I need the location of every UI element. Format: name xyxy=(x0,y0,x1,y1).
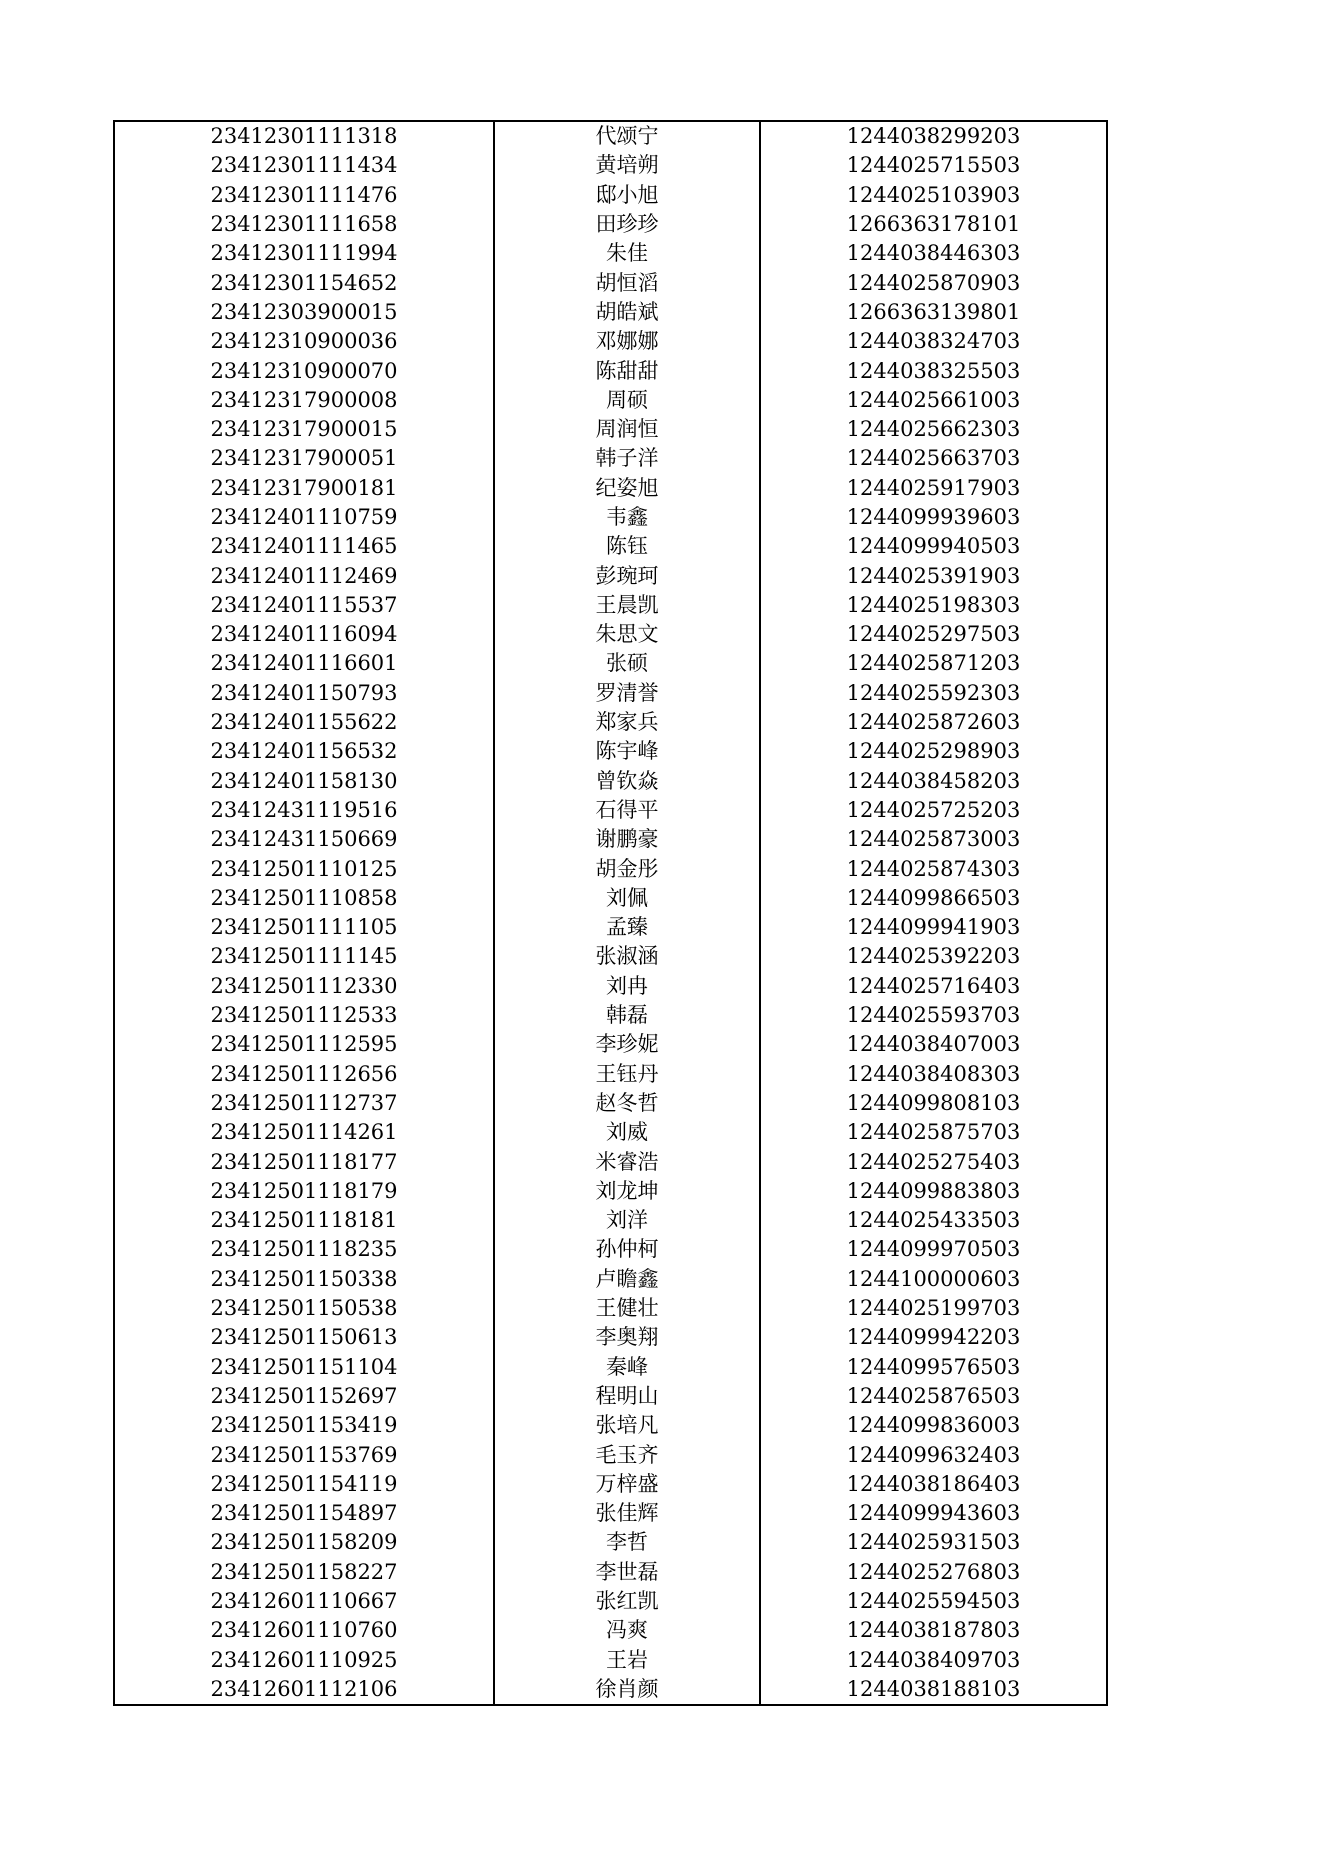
certificate-number-cell: 1244025276803 xyxy=(846,1559,1021,1584)
name-cell: 毛玉齐 xyxy=(494,1440,760,1469)
certificate-number-cell: 1244038299203 xyxy=(846,124,1021,149)
table-row xyxy=(114,1616,1107,1645)
name-cell: 谢鹏豪 xyxy=(494,825,760,854)
exam-number-cell: 23412601110925 xyxy=(114,1645,494,1674)
certificate-number-cell: 1244038186403 xyxy=(846,1471,1021,1496)
table-row xyxy=(114,444,1107,473)
exam-number-cell: 23412501158227 xyxy=(114,1558,494,1587)
table-row xyxy=(114,503,1107,532)
certificate-number-cell: 1244099970503 xyxy=(846,1237,1021,1262)
exam-number-cell: 23412601112106 xyxy=(114,1675,494,1705)
table-row xyxy=(114,1265,1107,1294)
table-row xyxy=(114,1411,1107,1440)
exam-number-cell: 23412301154652 xyxy=(114,268,494,297)
certificate-number-cell: 1244025391903 xyxy=(846,563,1021,588)
table-row xyxy=(114,1294,1107,1323)
certificate-number-cell: 1244099576503 xyxy=(846,1354,1021,1379)
table-row xyxy=(114,942,1107,971)
exam-number-cell: 23412431150669 xyxy=(114,825,494,854)
certificate-number-cell: 1244025297503 xyxy=(846,622,1021,647)
name-cell: 石得平 xyxy=(494,796,760,825)
table-row xyxy=(114,1323,1107,1352)
name-cell: 陈宇峰 xyxy=(494,737,760,766)
exam-number-cell: 23412317900051 xyxy=(114,444,494,473)
certificate-number-cell: 1244025198303 xyxy=(846,592,1021,617)
table-row xyxy=(114,268,1107,297)
table-row xyxy=(114,561,1107,590)
certificate-number-cell: 1244025592303 xyxy=(846,680,1021,705)
table-row xyxy=(114,796,1107,825)
roster-body xyxy=(114,121,1107,1705)
table-row xyxy=(114,239,1107,268)
name-cell: 万梓盛 xyxy=(494,1470,760,1499)
name-cell: 胡恒滔 xyxy=(494,268,760,297)
table-row xyxy=(114,620,1107,649)
certificate-number-cell: 1244038407003 xyxy=(846,1032,1021,1057)
certificate-number-cell: 1244025871203 xyxy=(846,651,1021,676)
certificate-number-cell: 1244099941903 xyxy=(846,915,1021,940)
exam-number-cell: 23412501153419 xyxy=(114,1411,494,1440)
table-row xyxy=(114,1030,1107,1059)
name-cell: 李哲 xyxy=(494,1528,760,1557)
certificate-number-cell: 1244025662303 xyxy=(846,417,1021,442)
name-cell: 田珍珍 xyxy=(494,210,760,239)
exam-number-cell: 23412501118179 xyxy=(114,1177,494,1206)
certificate-number-cell: 1266363139801 xyxy=(846,299,1021,324)
certificate-number-cell: 1244038409703 xyxy=(846,1647,1021,1672)
certificate-number-cell: 1244025875703 xyxy=(846,1120,1021,1145)
name-cell: 张淑涵 xyxy=(494,942,760,971)
table-row xyxy=(114,532,1107,561)
exam-number-cell: 23412501112533 xyxy=(114,1001,494,1030)
exam-number-cell: 23412501153769 xyxy=(114,1440,494,1469)
exam-number-cell: 23412501114261 xyxy=(114,1118,494,1147)
exam-number-cell: 23412501150538 xyxy=(114,1294,494,1323)
table-row xyxy=(114,1499,1107,1528)
table-row xyxy=(114,767,1107,796)
table-row xyxy=(114,913,1107,942)
name-cell: 王晨凯 xyxy=(494,591,760,620)
name-cell: 胡皓斌 xyxy=(494,298,760,327)
exam-number-cell: 23412501112330 xyxy=(114,972,494,1001)
name-cell: 朱思文 xyxy=(494,620,760,649)
name-cell: 赵冬哲 xyxy=(494,1089,760,1118)
exam-number-cell: 23412303900015 xyxy=(114,298,494,327)
name-cell: 朱佳 xyxy=(494,239,760,268)
name-cell: 刘威 xyxy=(494,1118,760,1147)
exam-number-cell: 23412301111994 xyxy=(114,239,494,268)
exam-number-cell: 23412501110858 xyxy=(114,884,494,913)
roster-table xyxy=(113,120,1108,1706)
table-row xyxy=(114,679,1107,708)
exam-number-cell: 23412317900008 xyxy=(114,386,494,415)
certificate-number-cell: 1244038188103 xyxy=(846,1676,1021,1701)
exam-number-cell: 23412401116601 xyxy=(114,649,494,678)
exam-number-cell: 23412317900181 xyxy=(114,474,494,503)
certificate-number-cell: 1244025275403 xyxy=(846,1149,1021,1174)
exam-number-cell: 23412601110667 xyxy=(114,1587,494,1616)
exam-number-cell: 23412401111465 xyxy=(114,532,494,561)
exam-number-cell: 23412401116094 xyxy=(114,620,494,649)
certificate-number-cell: 1244025433503 xyxy=(846,1208,1021,1233)
name-cell: 黄培朔 xyxy=(494,151,760,180)
exam-number-cell: 23412501154119 xyxy=(114,1470,494,1499)
certificate-number-cell: 1244099836003 xyxy=(846,1413,1021,1438)
certificate-number-cell: 1244025298903 xyxy=(846,739,1021,764)
name-cell: 胡金彤 xyxy=(494,854,760,883)
name-cell: 刘洋 xyxy=(494,1206,760,1235)
exam-number-cell: 23412501112656 xyxy=(114,1060,494,1089)
exam-number-cell: 23412401150793 xyxy=(114,679,494,708)
exam-number-cell: 23412501151104 xyxy=(114,1352,494,1381)
certificate-number-cell: 1244038446303 xyxy=(846,241,1021,266)
exam-number-cell: 23412401110759 xyxy=(114,503,494,532)
certificate-number-cell: 1244099883803 xyxy=(846,1178,1021,1203)
table-row xyxy=(114,737,1107,766)
certificate-number-cell: 1244025870903 xyxy=(846,270,1021,295)
name-cell: 彭琬珂 xyxy=(494,561,760,590)
exam-number-cell: 23412501112737 xyxy=(114,1089,494,1118)
certificate-number-cell: 1244099939603 xyxy=(846,505,1021,529)
table-row xyxy=(114,1470,1107,1499)
name-cell: 王钰丹 xyxy=(494,1060,760,1089)
name-cell: 李奥翔 xyxy=(494,1323,760,1352)
name-cell: 张佳辉 xyxy=(494,1499,760,1528)
table-row xyxy=(114,1118,1107,1147)
certificate-number-cell: 1244038408303 xyxy=(846,1061,1021,1086)
table-row xyxy=(114,1177,1107,1206)
name-cell: 刘佩 xyxy=(494,884,760,913)
certificate-number-cell: 1244025594503 xyxy=(846,1588,1021,1613)
table-row xyxy=(114,1089,1107,1118)
name-cell: 卢瞻鑫 xyxy=(494,1265,760,1294)
certificate-number-cell: 1244099866503 xyxy=(846,885,1021,910)
exam-number-cell: 23412401112469 xyxy=(114,561,494,590)
exam-number-cell: 23412501118177 xyxy=(114,1147,494,1176)
table-row xyxy=(114,415,1107,444)
exam-number-cell: 23412501158209 xyxy=(114,1528,494,1557)
name-cell: 王岩 xyxy=(494,1645,760,1674)
table-row xyxy=(114,474,1107,503)
exam-number-cell: 23412501150613 xyxy=(114,1323,494,1352)
certificate-number-cell: 1244038187803 xyxy=(846,1618,1021,1643)
exam-number-cell: 23412401155622 xyxy=(114,708,494,737)
name-cell: 韩磊 xyxy=(494,1001,760,1030)
table-row xyxy=(114,1060,1107,1089)
table-row xyxy=(114,327,1107,356)
table-row xyxy=(114,1440,1107,1469)
table-row xyxy=(114,386,1107,415)
exam-number-cell: 23412501110125 xyxy=(114,854,494,883)
table-row xyxy=(114,1206,1107,1235)
exam-number-cell: 23412401156532 xyxy=(114,737,494,766)
name-cell: 张培凡 xyxy=(494,1411,760,1440)
table-row xyxy=(114,1352,1107,1381)
table-row xyxy=(114,210,1107,239)
table-row xyxy=(114,1675,1107,1705)
table-row xyxy=(114,1147,1107,1176)
certificate-number-cell: 1244025715503 xyxy=(846,153,1021,178)
exam-number-cell: 23412301111434 xyxy=(114,151,494,180)
table-row xyxy=(114,356,1107,385)
exam-number-cell: 23412301111658 xyxy=(114,210,494,239)
table-row xyxy=(114,1528,1107,1557)
name-cell: 刘龙坤 xyxy=(494,1177,760,1206)
exam-number-cell: 23412501150338 xyxy=(114,1265,494,1294)
table-row xyxy=(114,1001,1107,1030)
name-cell: 刘冉 xyxy=(494,972,760,1001)
name-cell: 纪姿旭 xyxy=(494,474,760,503)
name-cell: 陈钰 xyxy=(494,532,760,561)
exam-number-cell: 23412301111476 xyxy=(114,181,494,210)
certificate-number-cell: 1244025876503 xyxy=(846,1383,1021,1408)
certificate-number-cell: 1244038458203 xyxy=(846,768,1021,793)
exam-number-cell: 23412301111318 xyxy=(114,121,494,151)
certificate-number-cell: 1244099942203 xyxy=(846,1325,1021,1350)
table-row xyxy=(114,884,1107,913)
exam-number-cell: 23412310900036 xyxy=(114,327,494,356)
name-cell: 秦峰 xyxy=(494,1352,760,1381)
exam-number-cell: 23412601110760 xyxy=(114,1616,494,1645)
certificate-number-cell: 1244038325503 xyxy=(846,358,1021,383)
table-row xyxy=(114,825,1107,854)
exam-number-cell: 23412501152697 xyxy=(114,1382,494,1411)
exam-number-cell: 23412501112595 xyxy=(114,1030,494,1059)
name-cell: 王健壮 xyxy=(494,1294,760,1323)
exam-number-cell: 23412501111145 xyxy=(114,942,494,971)
certificate-number-cell: 1244025716403 xyxy=(846,973,1021,998)
certificate-number-cell: 1244038324703 xyxy=(846,329,1021,354)
certificate-number-cell: 1244099808103 xyxy=(846,1090,1021,1115)
exam-number-cell: 23412431119516 xyxy=(114,796,494,825)
table-row xyxy=(114,1558,1107,1587)
name-cell: 徐肖颜 xyxy=(494,1675,760,1705)
name-cell: 邓娜娜 xyxy=(494,327,760,356)
exam-number-cell: 23412401115537 xyxy=(114,591,494,620)
name-cell: 张硕 xyxy=(494,649,760,678)
name-cell: 代颂宁 xyxy=(494,121,760,151)
certificate-number-cell: 1244025103903 xyxy=(846,182,1021,207)
name-cell: 米睿浩 xyxy=(494,1147,760,1176)
table-row xyxy=(114,298,1107,327)
certificate-number-cell: 1244099940503 xyxy=(846,534,1021,559)
name-cell: 冯爽 xyxy=(494,1616,760,1645)
certificate-number-cell: 1244100000603 xyxy=(846,1266,1021,1291)
name-cell: 张红凯 xyxy=(494,1587,760,1616)
exam-number-cell: 23412501118181 xyxy=(114,1206,494,1235)
name-cell: 李珍妮 xyxy=(494,1030,760,1059)
certificate-number-cell: 1244025872603 xyxy=(846,710,1021,735)
name-cell: 陈甜甜 xyxy=(494,356,760,385)
name-cell: 李世磊 xyxy=(494,1558,760,1587)
table-row xyxy=(114,591,1107,620)
certificate-number-cell: 1244025661003 xyxy=(846,387,1021,412)
table-row xyxy=(114,1645,1107,1674)
name-cell: 周硕 xyxy=(494,386,760,415)
exam-number-cell: 23412317900015 xyxy=(114,415,494,444)
table-row xyxy=(114,151,1107,180)
certificate-number-cell: 1244099632403 xyxy=(846,1442,1021,1467)
certificate-number-cell: 1244025725203 xyxy=(846,797,1021,822)
table-row xyxy=(114,649,1107,678)
name-cell: 邸小旭 xyxy=(494,181,760,210)
table-row xyxy=(114,1382,1107,1411)
certificate-number-cell: 1244025199703 xyxy=(846,1296,1021,1321)
certificate-number-cell: 1244025392203 xyxy=(846,944,1021,969)
name-cell: 孟臻 xyxy=(494,913,760,942)
name-cell: 罗清誉 xyxy=(494,679,760,708)
exam-number-cell: 23412310900070 xyxy=(114,356,494,385)
certificate-number-cell: 1244025874303 xyxy=(846,856,1021,881)
table-row xyxy=(114,708,1107,737)
certificate-number-cell: 1244025917903 xyxy=(846,475,1021,500)
table-row xyxy=(114,854,1107,883)
exam-number-cell: 23412501118235 xyxy=(114,1235,494,1264)
name-cell: 韩子洋 xyxy=(494,444,760,473)
name-cell: 孙仲柯 xyxy=(494,1235,760,1264)
exam-number-cell: 23412401158130 xyxy=(114,767,494,796)
exam-number-cell: 23412501111105 xyxy=(114,913,494,942)
table-row xyxy=(114,1235,1107,1264)
certificate-number-cell: 1266363178101 xyxy=(846,212,1021,237)
name-cell: 曾钦焱 xyxy=(494,767,760,796)
certificate-number-cell: 1244025593703 xyxy=(846,1003,1021,1028)
table-row xyxy=(114,972,1107,1001)
table-row xyxy=(114,181,1107,210)
exam-number-cell: 23412501154897 xyxy=(114,1499,494,1528)
name-cell: 郑家兵 xyxy=(494,708,760,737)
table-row xyxy=(114,1587,1107,1616)
certificate-number-cell: 1244025663703 xyxy=(846,446,1021,471)
table-row xyxy=(114,121,1107,151)
name-cell: 韦鑫 xyxy=(494,503,760,532)
name-cell: 周润恒 xyxy=(494,415,760,444)
name-cell: 程明山 xyxy=(494,1382,760,1411)
certificate-number-cell: 1244099943603 xyxy=(846,1501,1021,1526)
certificate-number-cell: 1244025873003 xyxy=(846,827,1021,852)
certificate-number-cell: 1244025931503 xyxy=(846,1530,1021,1555)
